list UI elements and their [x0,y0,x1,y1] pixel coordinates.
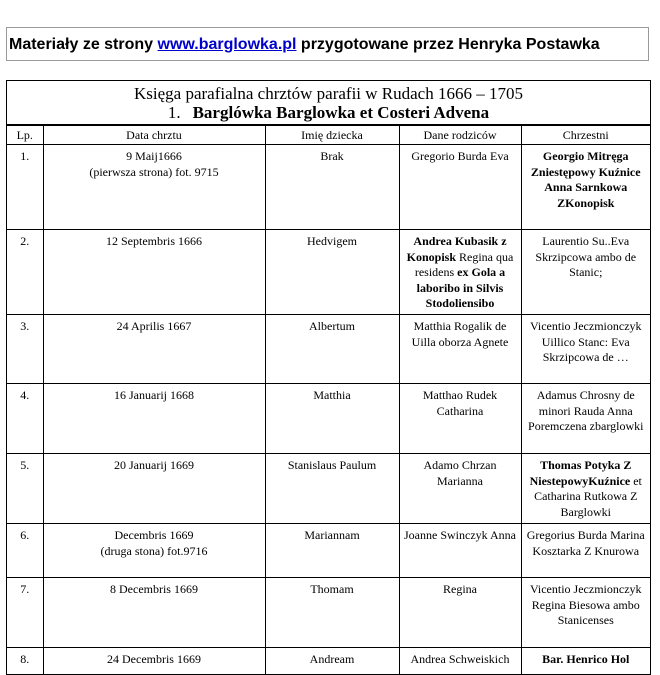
baptism-date-line: 16 Januarij 1668 [114,388,194,402]
baptism-date-line: 9 Maij1666 [126,149,182,163]
baptism-date-line: 24 Decembris 1669 [107,652,201,666]
row-number: 4. [7,384,43,454]
table-row [7,648,650,675]
parents: Matthao Rudek Catharina [399,384,521,454]
baptism-date-line: 20 Januarij 1669 [114,458,194,472]
godparents: Georgio Mitręga Zniestępowy Kuźnice Anna Sarnkowa ZKonopisk [521,145,650,230]
column-header-date: Data chrztu [43,126,265,145]
baptism-register-table [7,125,650,675]
header-prefix: Materiały ze strony [9,36,158,53]
godparents: Laurentio Su..Eva Skrzipcowa ambo de Stanic; [521,230,650,315]
child-name: Hedvigem [265,230,399,315]
section-heading [7,103,650,122]
baptism-date [43,384,265,454]
column-header-child-name: Imię dziecka [265,126,399,145]
child-name: Mariannam [265,524,399,578]
table-header-row [7,126,650,145]
baptism-date-line: 24 Aprilis 1667 [116,319,192,333]
parents: Joanne Swinczyk Anna [399,524,521,578]
parents-plain-part: Regina qua residens [414,249,514,279]
table-row [7,315,650,384]
row-number: 6. [7,524,43,578]
baptism-date [43,524,265,578]
parents-bold-part: Andrea Kubasik z Konopisk [406,234,507,264]
table-row [7,384,650,454]
website-link[interactable]: www.barglowka.pl [157,36,297,53]
child-name: Matthia [265,384,399,454]
godparents: Gregorius Burda Marina Kosztarka Z Knurowa [521,524,650,578]
header-suffix: przygotowane przez Henryka Postawka [296,36,600,53]
source-header [6,27,649,61]
baptism-date [43,230,265,315]
baptism-date [43,648,265,675]
baptism-date-line: 12 Septembris 1666 [106,234,202,248]
godparents: Bar. Henrico Hol [521,648,650,675]
parents: Adamo Chrzan Marianna [399,454,521,524]
column-header-godparents: Chrzestni [521,126,650,145]
table-row [7,230,650,315]
godparents [521,454,650,524]
baptism-date [43,145,265,230]
baptism-date-line: Decembris 1669 [114,528,194,542]
row-number: 1. [7,145,43,230]
godparents: Vicentio Jeczmionczyk Uillico Stanc: Eva Skrzipcowa de … [521,315,650,384]
child-name: Thomam [265,578,399,648]
section-title: Barglówka Barglowka et Costeri Advena [192,103,490,122]
godparents-bold-part: Thomas Potyka Z NiestepowyKuźnice [529,458,632,488]
parents: Gregorio Burda Eva [399,145,521,230]
baptism-date [43,454,265,524]
table-row [7,454,650,524]
document-title: Księga parafialna chrztów parafii w Rudach 1666 – 1705 [134,84,523,103]
row-number: 2. [7,230,43,315]
baptism-date-line: 8 Decembris 1669 [110,582,198,596]
parents: Matthia Rogalik de Uilla oborza Agnete [399,315,521,384]
row-number: 8. [7,648,43,675]
parents: Regina [399,578,521,648]
baptism-date-note: (pierwsza strona) fot. 9715 [89,164,219,179]
table-row [7,578,650,648]
child-name: Brak [265,145,399,230]
baptism-date-note: (druga stona) fot.9716 [100,543,208,558]
godparents: Vicentio Jeczmionczyk Regina Biesowa ambo Stanicenses [521,578,650,648]
column-header-lp: Lp. [7,126,43,145]
register-sheet [6,80,651,675]
parents: Andrea Schweiskich [399,648,521,675]
baptism-date [43,315,265,384]
row-number: 5. [7,454,43,524]
column-header-parents: Dane rodziców [399,126,521,145]
child-name: Andream [265,648,399,675]
parents-bold-part-2: ex Gola a laboribo in Silvis Stodoliensibo [416,265,506,310]
section-number: 1. [167,103,181,122]
row-number: 7. [7,578,43,648]
table-row [7,145,650,230]
child-name: Stanislaus Paulum [265,454,399,524]
baptism-date [43,578,265,648]
child-name: Albertum [265,315,399,384]
godparents: Adamus Chrosny de minori Rauda Anna Poremczena zbarglowki [521,384,650,454]
document-title-block [7,81,650,125]
table-row [7,524,650,578]
parents [399,230,521,315]
godparents-plain-part: et Catharina Rutkowa Z Barglowki [534,473,642,519]
row-number: 3. [7,315,43,384]
